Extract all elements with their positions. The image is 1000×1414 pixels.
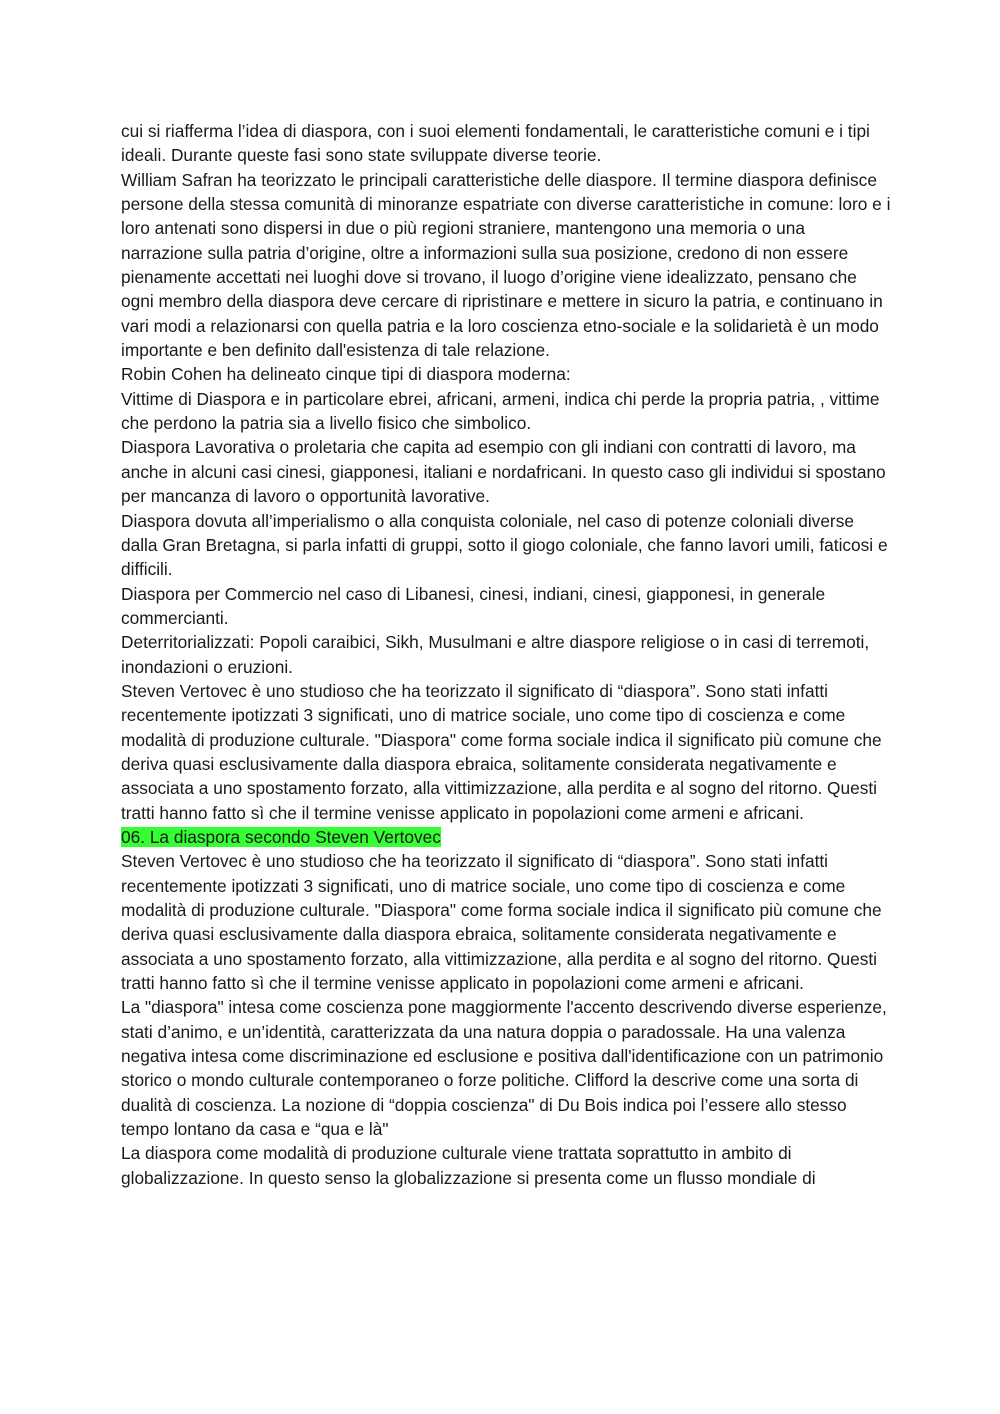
paragraph: Diaspora Lavorativa o proletaria che capita ad esempio con gli indiani con contratti di lavoro, ma anche in alcuni casi cinesi, giapponesi, italiani e nordafricani. In questo caso gli individui si spostano per mancanza di lavoro o opportunità lavorative. bbox=[121, 437, 886, 507]
section-heading bbox=[121, 825, 891, 849]
paragraph: Vittime di Diaspora e in particolare ebrei, africani, armeni, indica chi perde la propria patria, , vittime che perdono la patria sia a livello fisico che simbolico. bbox=[121, 388, 880, 434]
paragraph: William Safran ha teorizzato le principali caratteristiche delle diaspore. Il termine diaspora definisce persone della stessa comunità di minoranze espatriate con diverse caratteristiche in comune: loro e i loro antenati sono dispersi in due o più regioni straniere, mantengono una memoria o una narrazione sulla patria d’origine, oltre a informazioni sulla sua posizione, credono di non essere pienamente accettati nei luoghi dove si trovano, il luogo d’origine viene idealizzato, pensano che ogni membro della diaspora deve cercare di ripristinare e mettere in sicuro la patria, e continuano in vari modi a relazionarsi con quella patria e la loro coscienza etno-sociale e la solidarietà è un modo importante e ben definito dall'esistenza di tale relazione. bbox=[121, 169, 891, 361]
paragraph: cui si riafferma l’idea di diaspora, con i suoi elementi fondamentali, le caratteristiche comuni e i tipi ideali. Durante queste fasi sono state sviluppate diverse teorie. bbox=[121, 121, 870, 166]
paragraph: La diaspora come modalità di produzione culturale viene trattata soprattutto in ambito di globalizzazione. In questo senso la globalizzazione si presenta come un flusso mondiale di bbox=[121, 1143, 816, 1188]
paragraph: Deterritorializzati: Popoli caraibici, Sikh, Musulmani e altre diaspore religiose o in casi di terremoti, inondazioni o eruzioni. bbox=[121, 632, 870, 677]
paragraph: Diaspora per Commercio nel caso di Libanesi, cinesi, indiani, cinesi, giapponesi, in generale commercianti. bbox=[121, 583, 826, 628]
paragraph: La "diaspora" intesa come coscienza pone maggiormente l'accento descrivendo diverse esperienze, stati d’animo, e un’identità, caratterizzata da una natura doppia o paradossale. Ha una valenza negativa intesa come discriminazione ed esclusione e positiva dall'identificazione con un patrimonio storico o mondo culturale contemporaneo o forze politiche. Clifford la descrive come una sorta di dualità di coscienza. La nozione di “doppia coscienza" di Du Bois indica poi l’essere allo stesso tempo lontano da casa e “qua e là" bbox=[121, 997, 887, 1140]
paragraph: Steven Vertovec è uno studioso che ha teorizzato il significato di “diaspora”. Sono stati infatti recentemente ipotizzati 3 significati, uno di matrice sociale, uno come tipo di coscienza e come modalità di produzione culturale. "Diaspora" come forma sociale indica il significato più comune che deriva quasi esclusivamente dalla diaspora ebraica, solitamente considerata negativamente e associata a uno spostamento forzato, alla vittimizzazione, alla perdita e al sogno del ritorno. Questi tratti hanno fatto sì che il termine venisse applicato in popolazioni come armeni e africani. bbox=[121, 851, 882, 994]
paragraph: Steven Vertovec è uno studioso che ha teorizzato il significato di “diaspora”. Sono stati infatti recentemente ipotizzati 3 significati, uno di matrice sociale, uno come tipo di coscienza e come modalità di produzione culturale. "Diaspora" come forma sociale indica il significato più comune che deriva quasi esclusivamente dalla diaspora ebraica, solitamente considerata negativamente e associata a uno spostamento forzato, alla vittimizzazione, alla perdita e al sogno del ritorno. Questi tratti hanno fatto sì che il termine venisse applicato in popolazioni come armeni e africani. bbox=[121, 680, 882, 823]
paragraph: Diaspora dovuta all’imperialismo o alla conquista coloniale, nel caso di potenze coloniali diverse dalla Gran Bretagna, si parla infatti di gruppi, sotto il giogo coloniale, che fanno lavori umili, faticosi e difficili. bbox=[121, 510, 888, 580]
document-page bbox=[121, 119, 891, 1190]
paragraph: Robin Cohen ha delineato cinque tipi di diaspora moderna: bbox=[121, 364, 571, 385]
highlighted-heading-text: 06. La diaspora secondo Steven Vertovec bbox=[121, 826, 441, 847]
